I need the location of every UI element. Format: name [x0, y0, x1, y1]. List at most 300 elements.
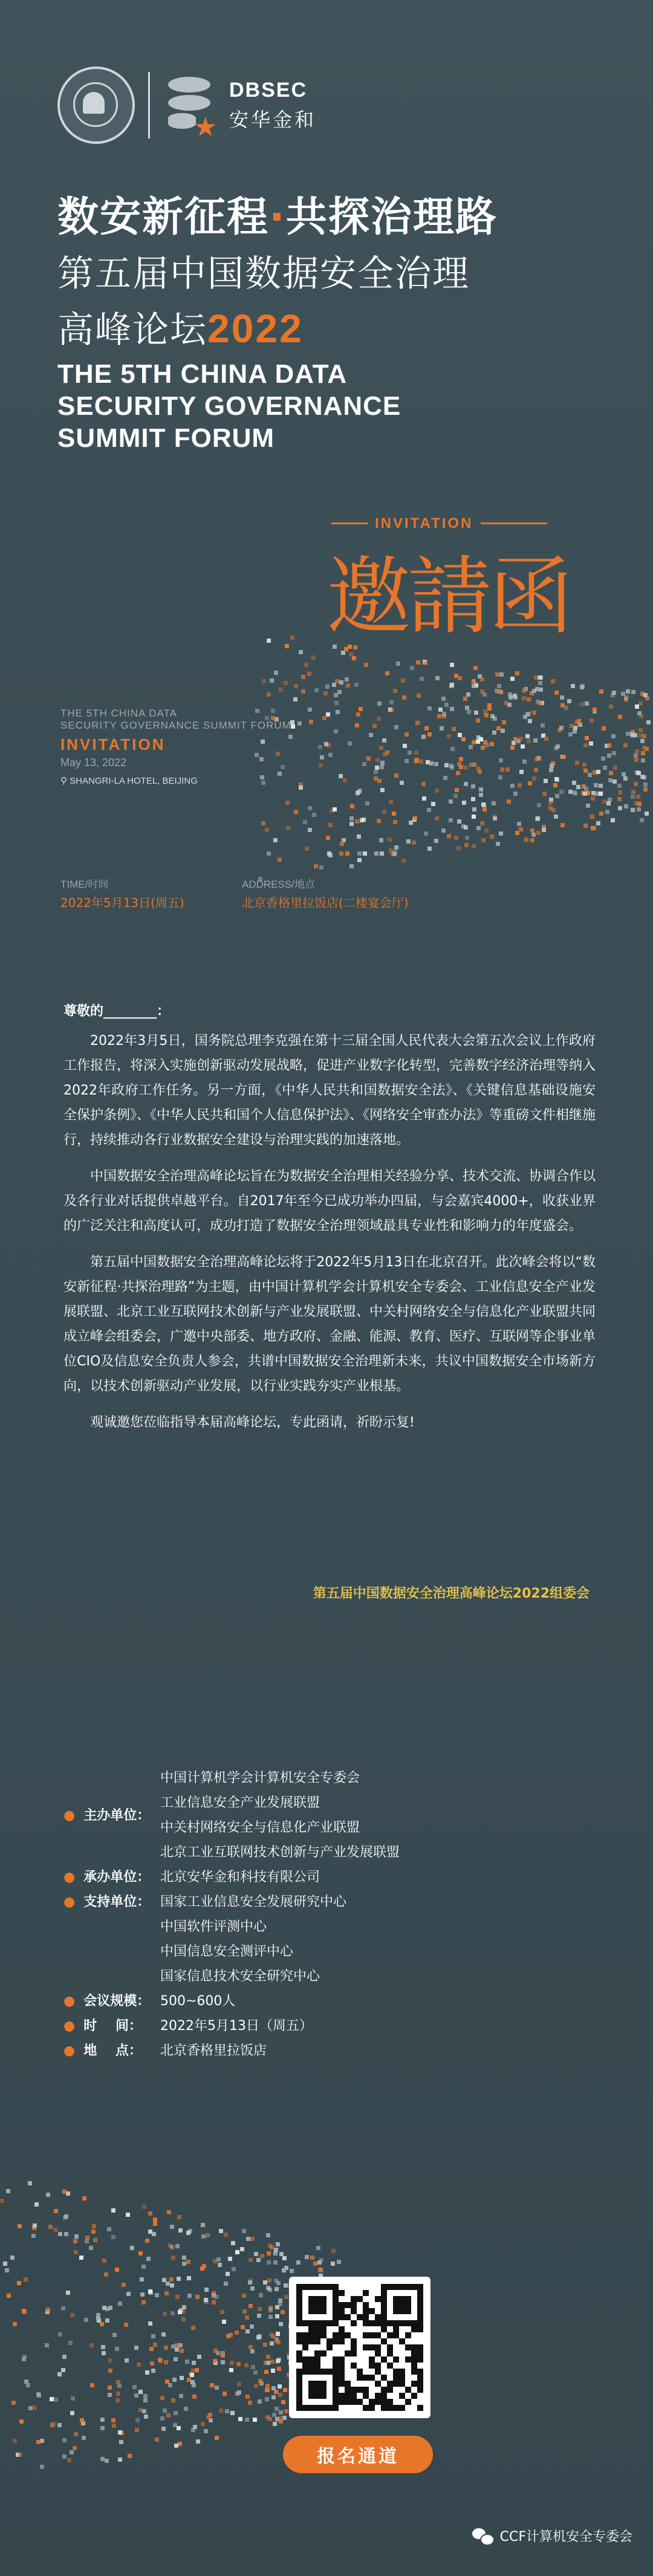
- pixel-dot: [556, 744, 560, 749]
- pixel-dot: [390, 708, 394, 712]
- pixel-dot: [285, 644, 289, 648]
- pixel-dot: [50, 2423, 54, 2427]
- pixel-dot: [472, 684, 476, 688]
- pixel-dot: [171, 2311, 175, 2315]
- pixel-dot: [537, 756, 541, 761]
- pixel-dot: [253, 2418, 257, 2422]
- pixel-dot: [513, 694, 517, 698]
- summary-title-line1: THE 5TH CHINA DATA: [60, 707, 178, 719]
- pixel-dot: [260, 2254, 264, 2258]
- pixel-dot: [339, 851, 343, 856]
- pixel-dot: [283, 2388, 287, 2392]
- pixel-dot: [602, 799, 606, 804]
- pixel-dot: [297, 721, 302, 726]
- pixel-dot: [383, 752, 387, 756]
- pixel-dot: [246, 2237, 250, 2241]
- pixel-dot: [57, 2372, 62, 2376]
- forum-title-line1: 第五届中国数据安全治理: [57, 253, 470, 295]
- pixel-dot: [481, 838, 486, 842]
- pixel-dot: [394, 725, 398, 729]
- pixel-dot: [450, 663, 454, 667]
- organizer-key: 承办单位：: [83, 1870, 151, 1885]
- pixel-dot: [631, 795, 635, 799]
- pixel-dot: [429, 761, 434, 766]
- pixel-dot: [299, 650, 303, 654]
- pixel-dot: [431, 802, 435, 806]
- pixel-dot: [270, 2341, 274, 2346]
- pixel-dot: [186, 2260, 190, 2264]
- pixel-dot: [464, 782, 468, 786]
- pixel-dot: [643, 782, 648, 787]
- pixel-dot: [532, 711, 536, 715]
- pixel-dot: [365, 801, 369, 805]
- pixel-dot: [349, 864, 354, 868]
- pixel-dot: [181, 2317, 186, 2321]
- pixel-dot: [449, 799, 453, 804]
- pixel-dot: [375, 758, 380, 762]
- time-key-cn: 时 间：: [83, 2018, 142, 2034]
- pixel-dot: [137, 2363, 141, 2367]
- support-item: 中国软件评测中心: [160, 1919, 267, 1934]
- pixel-dot: [583, 824, 588, 828]
- logo-divider: [148, 72, 150, 138]
- pixel-dot: [33, 2405, 37, 2410]
- pixel-dot: [366, 756, 371, 761]
- pixel-dot: [538, 701, 542, 705]
- pixel-dot: [201, 2234, 206, 2239]
- pixel-dot: [377, 819, 381, 823]
- pixel-dot: [284, 2295, 288, 2299]
- pixel-dot: [612, 691, 616, 695]
- pixel-dot: [327, 851, 331, 856]
- pixel-dot: [380, 761, 385, 765]
- support-item: 中国信息安全测评中心: [160, 1944, 294, 1959]
- pixel-dot: [166, 2282, 170, 2286]
- pixel-dot: [421, 782, 426, 786]
- pixel-dot: [126, 2213, 130, 2217]
- pixel-dot: [134, 2393, 138, 2398]
- pixel-dot: [348, 741, 352, 746]
- pixel-dot: [141, 2300, 146, 2304]
- pixel-dot: [640, 739, 645, 743]
- pixel-dot: [36, 2440, 41, 2444]
- pixel-dot: [258, 2399, 262, 2404]
- pixel-dot: [427, 847, 432, 851]
- registration-qr-code[interactable]: [289, 2277, 430, 2418]
- pixel-dot: [564, 706, 568, 710]
- pixel-dot: [244, 2363, 249, 2367]
- pixel-dot: [449, 764, 453, 768]
- pixel-dot: [112, 2333, 117, 2337]
- pixel-dot: [441, 828, 446, 833]
- pixel-dot: [459, 757, 463, 761]
- pixel-dot: [0, 2199, 4, 2203]
- pixel-dot: [223, 2392, 227, 2396]
- pixel-dot: [555, 794, 559, 798]
- pixel-dot: [322, 716, 326, 720]
- pixel-dot: [495, 672, 499, 677]
- pixel-dot: [270, 2360, 275, 2364]
- address-block: [242, 876, 409, 911]
- pixel-dot: [590, 718, 594, 723]
- place-value: 北京香格里拉饭店: [160, 2043, 267, 2058]
- pixel-dot: [174, 2411, 178, 2415]
- pixel-dot: [174, 2357, 178, 2361]
- pixel-dot: [230, 2411, 235, 2415]
- pixel-dot: [271, 2369, 275, 2373]
- pixel-dot: [242, 2294, 246, 2298]
- pixel-dot: [130, 2246, 134, 2250]
- pixel-dot: [108, 2393, 112, 2397]
- pixel-dot: [153, 2217, 157, 2222]
- pixel-dot: [517, 822, 521, 826]
- time-key: TIME/时间: [60, 879, 109, 890]
- pixel-dot: [319, 865, 323, 870]
- summary-date: May 13, 2022: [60, 756, 127, 769]
- pixel-dot: [266, 2286, 270, 2290]
- pixel-dot: [281, 2400, 285, 2404]
- pixel-dot: [191, 2326, 195, 2330]
- pixel-dot: [588, 773, 592, 777]
- pixel-dot: [267, 2278, 271, 2283]
- pixel-dot: [454, 836, 458, 840]
- pixel-dot: [568, 790, 573, 794]
- pixel-dot: [308, 806, 312, 810]
- pixel-dot: [434, 839, 438, 843]
- pixel-dot: [435, 676, 440, 680]
- summary-title-line2: SECURITY GOVERNANCE SUMMIT FORUM: [60, 720, 291, 731]
- pixel-dot: [554, 815, 558, 819]
- pixel-dot: [510, 677, 515, 681]
- pixel-dot: [551, 679, 555, 683]
- pixel-dot: [605, 810, 609, 814]
- forum-title-en-line1: THE 5TH CHINA DATA: [57, 359, 348, 389]
- pixel-dot: [178, 2343, 183, 2347]
- pixel-dot: [599, 784, 603, 788]
- pixel-dot: [79, 2256, 83, 2260]
- pixel-dot: [382, 738, 386, 743]
- pixel-dot: [303, 820, 307, 824]
- pixel-dot: [427, 808, 431, 812]
- pixel-dot: [180, 2349, 184, 2353]
- pixel-dot: [232, 2267, 236, 2271]
- pixel-dot: [485, 743, 489, 747]
- pixel-dot: [135, 2428, 139, 2432]
- pixel-dot: [100, 2426, 105, 2430]
- pixel-dot: [192, 2361, 196, 2365]
- theme-part-b: 共探治理路: [285, 194, 498, 241]
- pixel-dot: [444, 763, 449, 767]
- pixel-dot: [215, 2295, 219, 2299]
- pixel-dot: [202, 2264, 206, 2268]
- pixel-dot: [456, 846, 461, 850]
- theme-title: [57, 184, 498, 243]
- brand-name-en: DBSEC: [229, 78, 308, 102]
- pixel-dot: [544, 737, 548, 741]
- pixel-dot: [155, 2438, 159, 2442]
- pixel-dot: [479, 793, 483, 797]
- pixel-dot: [521, 744, 525, 749]
- pixel-dot: [63, 2216, 67, 2220]
- pixel-dot: [335, 679, 339, 683]
- pixel-dot: [171, 2256, 175, 2260]
- pixel-dot: [206, 2415, 210, 2419]
- pixel-dot: [586, 804, 590, 808]
- pixel-dot: [259, 2293, 263, 2297]
- pixel-dot: [61, 2306, 65, 2311]
- pixel-dot: [427, 732, 432, 737]
- theme-separator: ·: [269, 194, 286, 241]
- pixel-dot: [216, 2257, 221, 2262]
- pixel-dot: [331, 2249, 336, 2253]
- pixel-dot: [100, 2322, 104, 2326]
- pixel-dot: [345, 677, 349, 681]
- pixel-dot: [634, 801, 638, 805]
- address-value: 北京香格里拉饭店(二楼宴会厅): [242, 896, 409, 910]
- pixel-dot: [301, 675, 305, 679]
- pixel-dot: [268, 2315, 273, 2319]
- pixel-dot: [541, 723, 545, 727]
- pixel-dot: [256, 2335, 261, 2340]
- pixel-dot: [318, 745, 322, 749]
- pixel-dot: [164, 2346, 168, 2350]
- pixel-dot: [143, 2398, 148, 2402]
- pixel-dot: [235, 2392, 239, 2396]
- pixel-dot: [560, 695, 564, 700]
- pixel-dot: [462, 801, 466, 805]
- pixel-dot: [456, 771, 460, 775]
- pixel-dot: [151, 2369, 155, 2373]
- pixel-dot: [553, 783, 557, 787]
- pixel-dot: [279, 2410, 283, 2415]
- pixel-dot: [413, 816, 417, 820]
- pixel-dot: [534, 768, 538, 772]
- pixel-dot: [452, 727, 456, 731]
- pixel-dot: [18, 2453, 22, 2457]
- pixel-dot: [472, 807, 476, 812]
- pixel-dot: [6, 2189, 10, 2193]
- pixel-dot: [161, 2332, 166, 2337]
- wechat-icon: [472, 2527, 494, 2545]
- pixel-dot: [160, 2416, 164, 2421]
- pixel-dot: [554, 777, 559, 781]
- pixel-dot: [385, 671, 389, 675]
- pixel-dot: [190, 2373, 194, 2377]
- pixel-dot: [484, 713, 489, 717]
- pixel-dot: [11, 2401, 16, 2405]
- pixel-dot: [362, 762, 366, 766]
- pixel-dot: [235, 2330, 239, 2335]
- pixel-dot: [631, 690, 635, 694]
- pixel-dot: [638, 733, 643, 738]
- pixel-dot: [472, 844, 476, 848]
- pixel-dot: [273, 838, 278, 842]
- pixel-dot: [559, 726, 564, 730]
- pixel-dot: [210, 2383, 214, 2387]
- pixel-dot: [286, 826, 290, 830]
- pixel-dot: [375, 766, 379, 770]
- pixel-dot: [609, 704, 613, 709]
- pixel-dot: [420, 677, 424, 681]
- pixel-dot: [237, 2382, 241, 2386]
- pixel-dot: [142, 2409, 146, 2413]
- pixel-dot: [410, 666, 414, 670]
- pixel-dot: [518, 783, 522, 787]
- pixel-dot: [374, 851, 378, 856]
- pixel-dot: [125, 2358, 129, 2363]
- pixel-dot: [145, 2239, 149, 2243]
- pixel-dot: [334, 729, 338, 733]
- pixel-dot: [290, 2269, 294, 2273]
- pixel-dot: [267, 2251, 271, 2256]
- pixel-dot: [148, 2289, 152, 2294]
- pixel-dot: [441, 697, 446, 701]
- pixel-dot: [594, 783, 598, 787]
- pixel-dot: [66, 2291, 70, 2295]
- pixel-dot: [31, 2234, 36, 2238]
- pixel-dot: [573, 729, 577, 733]
- pixel-dot: [635, 704, 639, 709]
- letter-salutation: 尊敬的________：: [63, 1004, 171, 1019]
- pixel-dot: [201, 2422, 205, 2426]
- pixel-dot: [250, 2237, 255, 2241]
- pixel-dot: [415, 721, 420, 725]
- pixel-dot: [355, 819, 359, 824]
- pixel-dot: [111, 2208, 115, 2213]
- pixel-dot: [13, 2322, 17, 2326]
- pixel-dot: [188, 2229, 192, 2233]
- pixel-dot: [349, 816, 354, 821]
- pixel-dot: [331, 2262, 335, 2266]
- pixel-dot: [218, 2263, 222, 2267]
- pixel-dot: [467, 710, 471, 714]
- pixel-dot: [74, 2250, 78, 2254]
- pixel-dot: [380, 765, 384, 769]
- pixel-dot: [201, 2223, 205, 2227]
- pixel-dot: [309, 720, 313, 724]
- pixel-dot: [170, 2283, 174, 2288]
- bullet-icon: ●: [63, 1807, 76, 1823]
- pixel-dot: [28, 2406, 33, 2410]
- pixel-dot: [271, 2386, 276, 2390]
- pixel-dot: [608, 798, 612, 802]
- address-key: ADDRESS/地点: [242, 879, 315, 890]
- pixel-dot: [499, 672, 504, 677]
- summary-location-text: SHANGRI-LA HOTEL, BEIJING: [70, 776, 198, 786]
- pixel-dot: [206, 2233, 210, 2237]
- pixel-dot: [285, 801, 290, 805]
- pixel-dot: [590, 815, 594, 819]
- pixel-dot: [13, 2439, 17, 2443]
- pixel-dot: [606, 801, 611, 805]
- host-item: 中国计算机学会计算机安全专委会: [160, 1771, 360, 1786]
- pixel-dot: [178, 2310, 182, 2314]
- pixel-dot: [332, 683, 336, 687]
- pixel-dot: [284, 2409, 288, 2413]
- pixel-dot: [278, 2393, 282, 2397]
- pixel-dot: [126, 2292, 131, 2296]
- pixel-dot: [307, 672, 311, 676]
- pixel-dot: [144, 2415, 148, 2419]
- pixel-dot: [571, 684, 575, 688]
- summary-location: [60, 775, 291, 786]
- pixel-dot: [611, 734, 616, 738]
- pixel-dot: [455, 788, 459, 792]
- pixel-dot: [623, 743, 628, 747]
- pixel-dot: [531, 833, 536, 837]
- register-button[interactable]: 报名通道: [283, 2436, 433, 2473]
- brand-name: [229, 79, 316, 132]
- pixel-dot: [575, 761, 579, 765]
- pixel-dot: [476, 718, 480, 723]
- pixel-dot: [471, 784, 475, 789]
- pixel-dot: [282, 2256, 287, 2260]
- pixel-dot: [242, 2309, 247, 2314]
- pixel-dot: [54, 2398, 58, 2402]
- time-block: [60, 876, 184, 911]
- pixel-dot: [213, 2349, 218, 2353]
- pixel-dot: [118, 2301, 122, 2306]
- pixel-dot: [82, 2196, 86, 2200]
- pixel-dot: [152, 2232, 156, 2236]
- pixel-dot: [62, 2454, 67, 2459]
- pixel-dot: [271, 2395, 276, 2399]
- pixel-dot: [532, 776, 536, 781]
- pixel-dot: [424, 726, 429, 730]
- pixel-dot: [449, 818, 453, 822]
- support-item: 国家信息技术安全研究中心: [160, 1969, 320, 1984]
- pixel-dot: [343, 778, 347, 782]
- pixel-dot: [354, 683, 359, 687]
- pixel-dot: [326, 836, 330, 840]
- pixel-dot: [583, 792, 587, 796]
- pixel-dot: [224, 2233, 228, 2237]
- pixel-dot: [363, 851, 367, 856]
- pixel-dot: [464, 766, 468, 770]
- pixel-dot: [607, 743, 611, 747]
- pixel-dot: [630, 732, 634, 737]
- pixel-dot: [134, 2346, 138, 2350]
- pixel-dot: [513, 737, 518, 741]
- pixel-dot: [58, 2332, 62, 2337]
- pixel-dot: [254, 2384, 258, 2388]
- pixel-dot: [215, 2386, 219, 2390]
- pixel-dot: [118, 2457, 122, 2462]
- pixel-dot: [542, 792, 547, 796]
- pixel-dot: [380, 788, 385, 792]
- pixel-dot: [70, 2411, 74, 2415]
- pixel-dot: [221, 2360, 225, 2364]
- pixel-dot: [640, 775, 645, 779]
- pixel-dot: [379, 746, 383, 750]
- pixel-dot: [593, 707, 597, 712]
- pixel-dot: [377, 717, 381, 721]
- pixel-dot: [70, 2450, 74, 2454]
- pixel-dot: [277, 2367, 281, 2371]
- pixel-dot: [638, 728, 643, 732]
- pixel-dot: [272, 2413, 276, 2417]
- pixel-dot: [634, 758, 638, 762]
- pixel-dot: [484, 828, 489, 833]
- pixel-dot: [271, 2334, 275, 2338]
- pixel-dot: [195, 2368, 199, 2372]
- pixel-dot: [594, 792, 599, 796]
- pixel-dot: [71, 2396, 75, 2401]
- pixel-dot: [404, 759, 409, 763]
- pixel-dot: [570, 724, 574, 728]
- pixel-dot: [273, 2422, 277, 2426]
- pixel-dot: [301, 689, 305, 694]
